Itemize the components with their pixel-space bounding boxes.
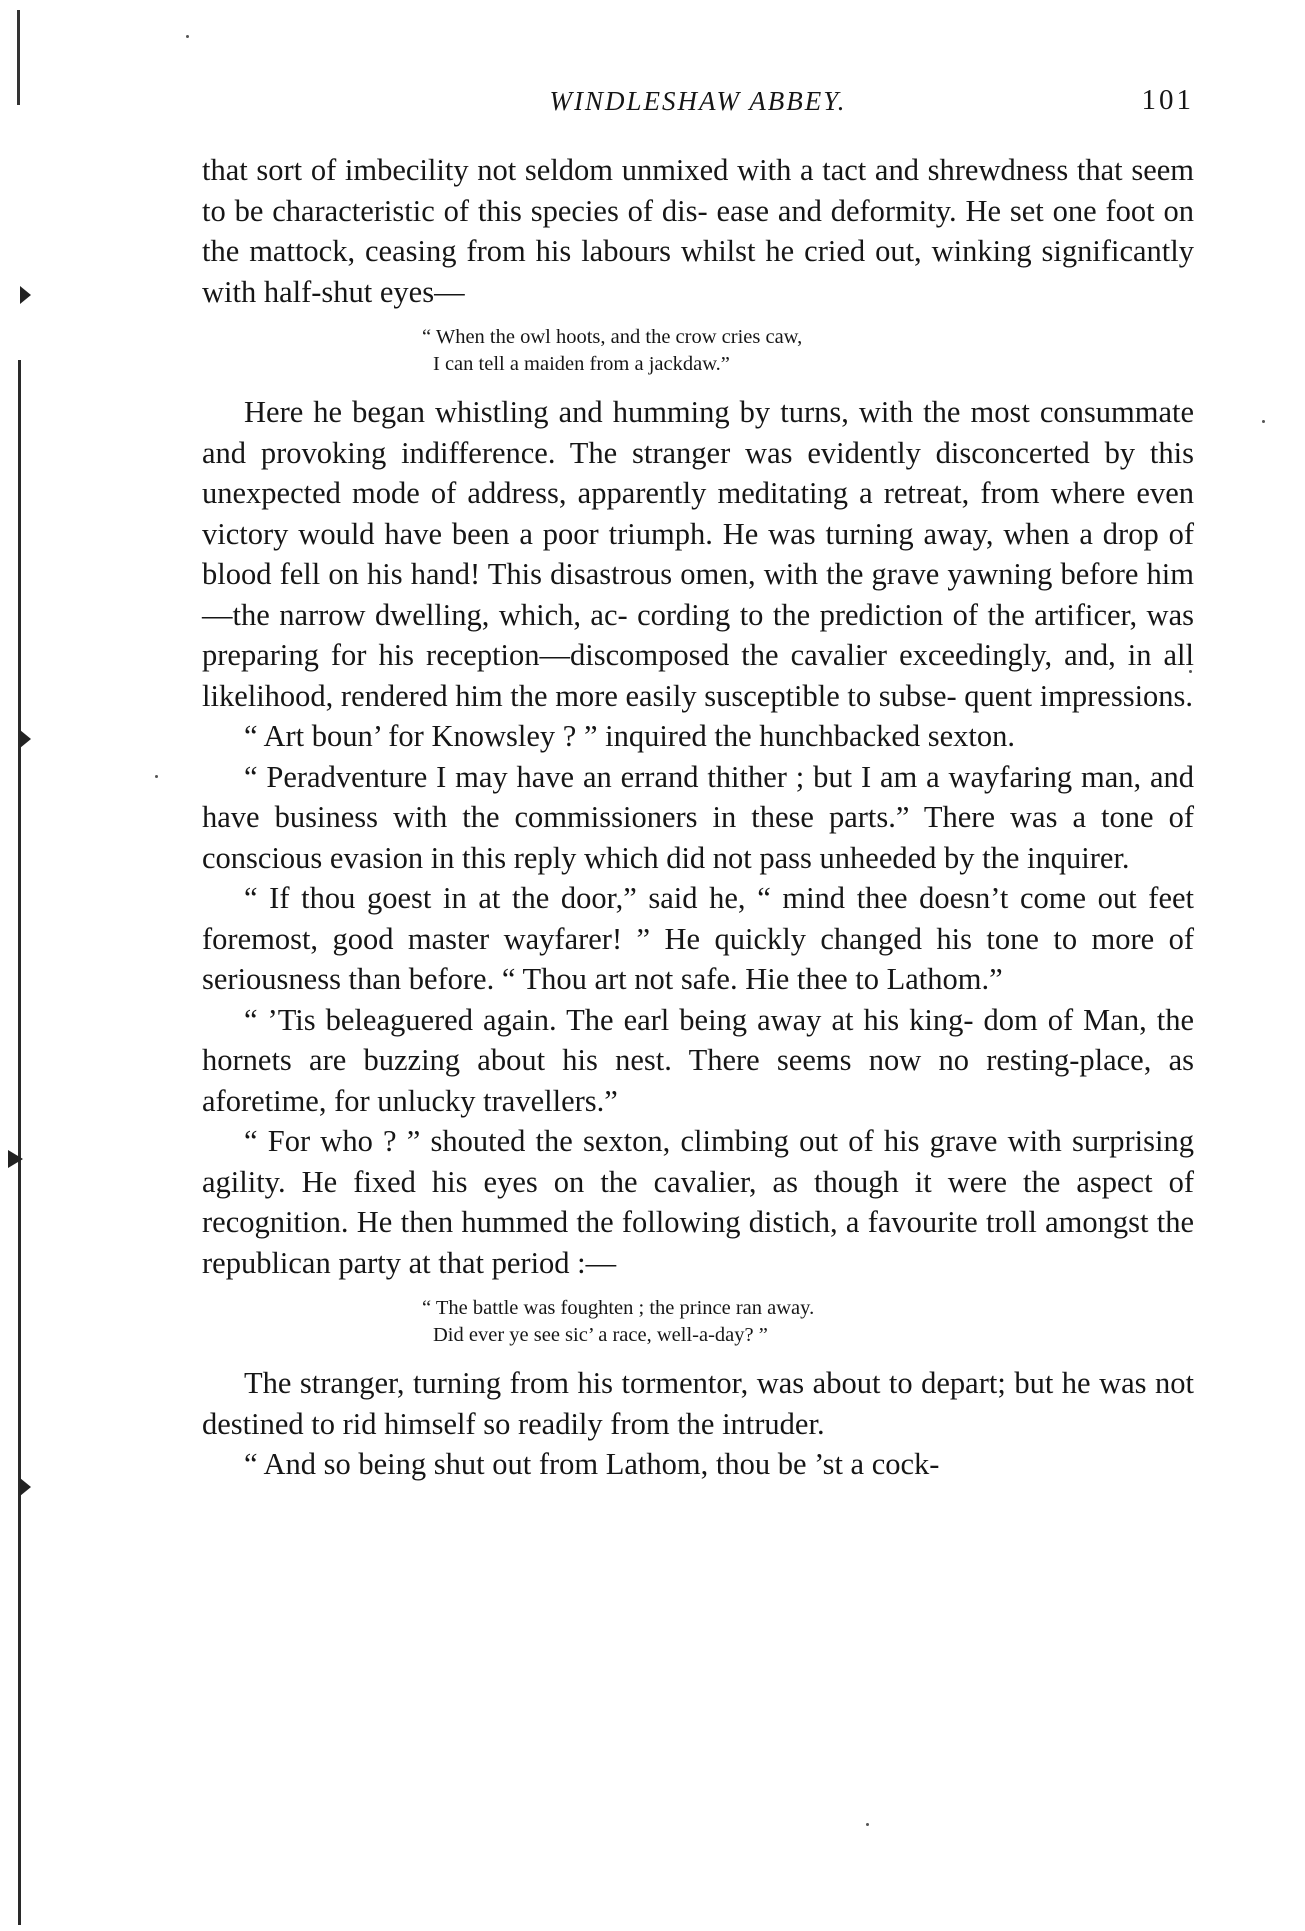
paragraph: that sort of imbecility not seldom unmixed with a tact and shrewdness that seem to be characteristic of this species of dis- ease and deformity. He set one foot on the mattock, ceasing from his labours whilst he cried out, winking significantly with half-shut eyes— [202, 153, 1194, 309]
binding-mark [20, 286, 31, 304]
paragraph: “ For who ? ” shouted the sexton, climbing out of his grave with surprising agility. He fixed his eyes on the cavalier, as though it were the aspect of recognition. He then hummed the following distich, a favourite troll amongst the republican party at that period :— [202, 1124, 1194, 1280]
page-number: 101 [1141, 84, 1194, 116]
paragraph: Here he began whistling and humming by turns, with the most consummate and provoking indifference. The stranger was evidently disconcerted by this unexpected mode of address, apparently meditating a retreat, from where even victory would have been a poor triumph. He was turning away, when a drop of blood fell on his hand! This disastrous omen, with the grave yawning before him—the narrow dwelling, which, ac- cording to the prediction of the artificer, was preparing for his reception—discomposed the cavalier exceedingly, and, in all likelihood, rendered him the more easily susceptible to subse- quent impressions. [202, 395, 1194, 713]
paragraph: The stranger, turning from his tormentor, was about to depart; but he was not destined to rid himself so readily from the intruder. [202, 1366, 1194, 1441]
paragraph: “ Peradventure I may have an errand thither ; but I am a wayfaring man, and have business with the commissioners in these parts.” There was a tone of conscious evasion in this reply which did not pass unheeded by the inquirer. [202, 759, 1194, 875]
running-title: WINDLESHAW ABBEY. [549, 86, 847, 116]
verse-line: I can tell a maiden from a jackdaw.” [433, 353, 730, 375]
speck [866, 1823, 869, 1826]
verse-line: Did ever ye see sic’ a race, well-a-day? ” [433, 1324, 768, 1346]
speck [1262, 420, 1265, 423]
binding-edge-top [17, 10, 20, 105]
verse-line: “ When the owl hoots, and the crow cries caw, [422, 326, 803, 348]
paragraph: “ ’Tis beleaguered again. The earl being away at his king- dom of Man, the hornets are buzzing about his nest. There seems now no resting-place, as aforetime, for unlucky travellers.” [202, 1002, 1194, 1118]
body-text [202, 150, 1194, 1485]
verse-block [422, 324, 1194, 378]
paragraph: “ If thou goest in at the door,” said he, “ mind thee doesn’t come out feet foremost, good master wayfarer! ” He quickly changed his tone to more of seriousness than before. “ Thou art not safe. Hie thee to Lathom.” [202, 881, 1194, 996]
verse-line: “ The battle was foughten ; the prince ran away. [422, 1297, 815, 1319]
speck [186, 35, 189, 38]
speck [155, 775, 158, 778]
paragraph: “ Art boun’ for Knowsley ? ” inquired the hunchbacked sexton. [244, 719, 1016, 753]
paragraph: “ And so being shut out from Lathom, thou be ’st a cock- [244, 1447, 940, 1481]
binding-mark [8, 1150, 23, 1168]
binding-edge-line [18, 360, 21, 1925]
binding-mark [20, 1478, 31, 1496]
page-header [202, 82, 1194, 122]
binding-mark [20, 730, 31, 748]
verse-block [422, 1295, 1194, 1349]
